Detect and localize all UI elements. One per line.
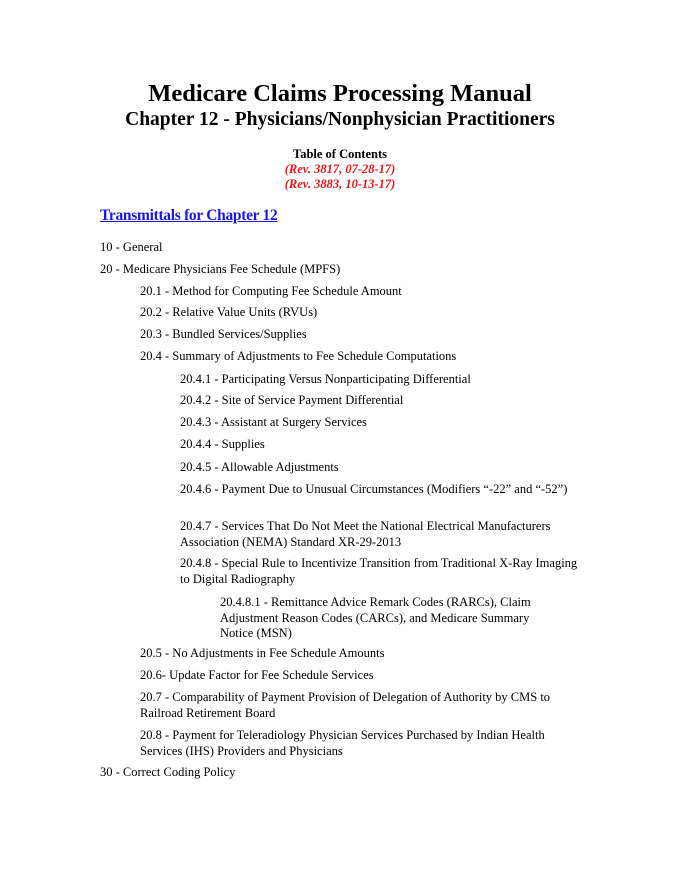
transmittals-link[interactable]: Transmittals for Chapter 12: [100, 207, 278, 224]
toc-entry[interactable]: 20.3 - Bundled Services/Supplies: [140, 327, 307, 341]
toc-entry[interactable]: 20.2 - Relative Value Units (RVUs): [140, 305, 318, 319]
revision-note: (Rev. 3817, 07-28-17): [284, 162, 396, 176]
toc-entry[interactable]: 20.6- Update Factor for Fee Schedule Services: [140, 668, 374, 682]
toc-entry[interactable]: 20.4.7 - Services That Do Not Meet the National Electrical Manufacturers Association (NEMA) Standard XR-29-2013: [180, 519, 551, 549]
toc-entry[interactable]: 20.1 - Method for Computing Fee Schedule Amount: [140, 284, 402, 298]
chapter-title: Chapter 12 - Physicians/Nonphysician Practitioners: [125, 109, 555, 130]
toc-entry[interactable]: 20 - Medicare Physicians Fee Schedule (MPFS): [100, 262, 341, 276]
toc-heading: Table of Contents: [293, 147, 387, 161]
toc-entry[interactable]: 20.4.5 - Allowable Adjustments: [180, 460, 339, 474]
toc-entry[interactable]: 20.5 - No Adjustments in Fee Schedule Amounts: [140, 646, 385, 660]
toc-entry[interactable]: 20.4.6 - Payment Due to Unusual Circumstances (Modifiers “-22” and “-52”): [180, 482, 568, 496]
toc-entry[interactable]: 20.4 - Summary of Adjustments to Fee Schedule Computations: [140, 349, 457, 363]
toc-entry[interactable]: 20.4.2 - Site of Service Payment Differential: [180, 393, 404, 407]
manual-title: Medicare Claims Processing Manual: [148, 80, 532, 107]
toc-entry[interactable]: 20.4.4 - Supplies: [180, 437, 265, 451]
toc-entry[interactable]: 20.4.8.1 - Remittance Advice Remark Codes (RARCs), Claim Adjustment Reason Codes (CARCs), and Medicare Summary Notice (MSN): [220, 595, 531, 640]
toc-entry[interactable]: 20.7 - Comparability of Payment Provision of Delegation of Authority by CMS to Railroad Retirement Board: [140, 690, 551, 720]
toc-entry[interactable]: 20.4.8 - Special Rule to Incentivize Transition from Traditional X-Ray Imaging to Digital Radiography: [180, 556, 578, 586]
toc-entry[interactable]: 20.8 - Payment for Teleradiology Physician Services Purchased by Indian Health Services (IHS) Providers and Physicians: [140, 728, 545, 758]
toc-entry[interactable]: 10 - General: [100, 240, 163, 254]
revision-note: (Rev. 3883, 10-13-17): [284, 177, 396, 191]
toc-entry[interactable]: 30 - Correct Coding Policy: [100, 765, 236, 779]
toc-entry[interactable]: 20.4.3 - Assistant at Surgery Services: [180, 415, 367, 429]
toc-entry[interactable]: 20.4.1 - Participating Versus Nonparticipating Differential: [180, 372, 471, 386]
